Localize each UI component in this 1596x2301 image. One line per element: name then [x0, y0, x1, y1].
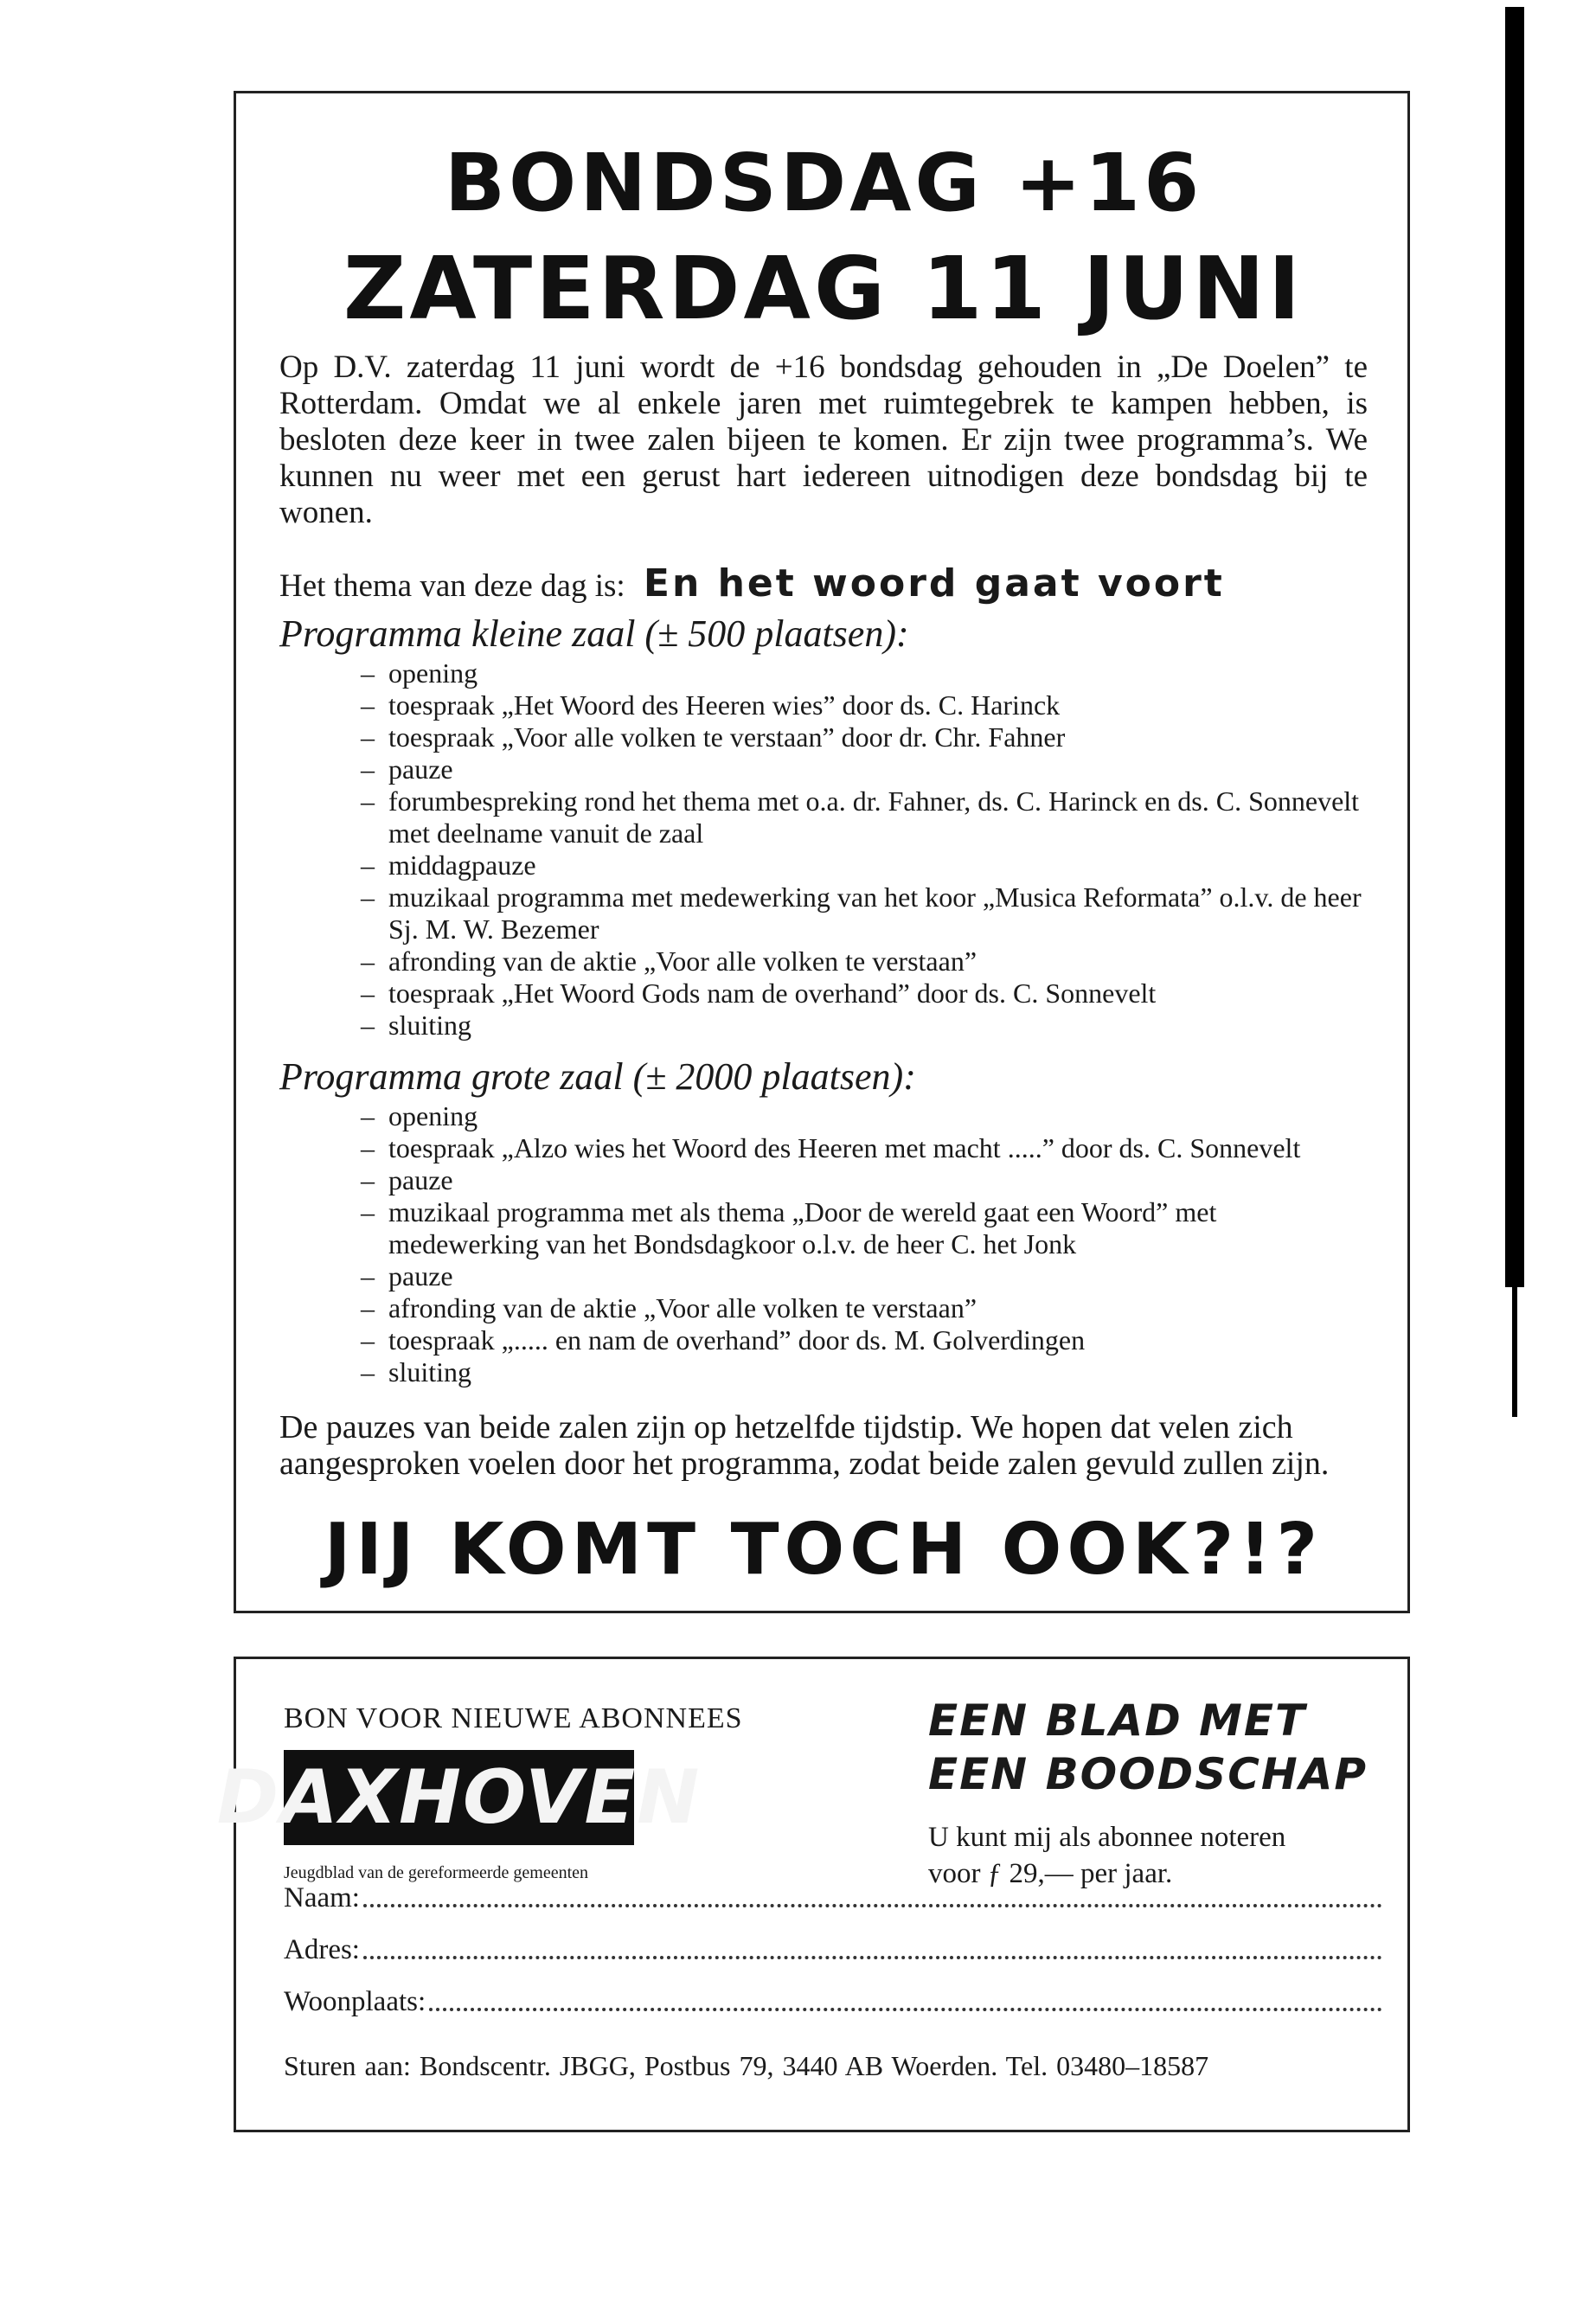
theme-title: En het woord gaat voort — [643, 561, 1225, 606]
field-label: Adres: — [284, 1934, 360, 1965]
note-line: voor ƒ 29,— per jaar. — [928, 1858, 1173, 1889]
slogan — [928, 1694, 1368, 1801]
closing-paragraph: De pauzes van beide zalen zijn op hetzelfde tijdstip. We hopen dat velen zich aangesproken voelen door het programma, zodat beide zalen gevuld zullen zijn. — [279, 1409, 1330, 1482]
list-item: – muzikaal programma met als thema „Door de wereld gaat een Woord” met medewerking van het Bondsdagkoor o.l.v. de heer C. het Jonk — [366, 1196, 1368, 1260]
dotted-line — [363, 1904, 1382, 1907]
list-item: – toespraak „..... en nam de overhand” door ds. M. Golverdingen — [366, 1324, 1368, 1356]
scan-edge-bar — [1505, 7, 1524, 1287]
program-large-title: Programma grote zaal (± 2000 plaatsen): — [279, 1055, 916, 1098]
magazine-logo: DAXHOVEN — [284, 1750, 634, 1845]
theme-prefix: Het thema van deze dag is: — [279, 568, 625, 604]
subscription-coupon — [216, 1657, 1410, 2132]
list-item: – muzikaal programma met medewerking van het koor „Musica Reformata” o.l.v. de heer Sj. M. W. Bezemer — [366, 881, 1368, 945]
call-to-action: JIJ KOMT TOCH OOK?!? — [324, 1509, 1324, 1591]
note-line: U kunt mij als abonnee noteren — [928, 1822, 1286, 1853]
list-item: – middagpauze — [366, 849, 1368, 881]
theme-line — [279, 563, 1368, 607]
list-item: – toespraak „Voor alle volken te verstaan” door dr. Chr. Fahner — [366, 721, 1368, 753]
dotted-line — [429, 2008, 1382, 2011]
dotted-line — [363, 1956, 1382, 1959]
list-item: – sluiting — [366, 1356, 1368, 1388]
field-label: Woonplaats: — [284, 1986, 426, 2017]
scan-edge-bar-lower — [1512, 1287, 1517, 1417]
list-item: – toespraak „Het Woord Gods nam de overhand” door ds. C. Sonnevelt — [366, 977, 1368, 1009]
logo-subtitle: Jeugdblad van de gereformeerde gemeenten — [284, 1863, 589, 1882]
list-item: – pauze — [366, 1164, 1368, 1196]
send-address: Sturen aan: Bondscentr. JBGG, Postbus 79, 3440 AB Woerden. Tel. 03480–18587 — [284, 2050, 1209, 2081]
list-item: – toespraak „Het Woord des Heeren wies” door ds. C. Harinck — [366, 689, 1368, 721]
intro-paragraph: Op D.V. zaterdag 11 juni wordt de +16 bondsdag gehouden in „De Doelen” te Rotterdam. Omdat we al enkele jaren met ruimtegebrek te kampen hebben, is besloten deze keer in twee zalen bijeen te komen. Er zijn twee programma’s. We kunnen nu weer met een gerust hart iedereen uitnodigen deze bondsdag bij te wonen. — [279, 349, 1368, 530]
slogan-line: EEN BLAD MET — [928, 1695, 1307, 1746]
headline-bondsdag: BONDSDAG +16 — [444, 137, 1203, 229]
list-item: – afronding van de aktie „Voor alle volken te verstaan” — [366, 1292, 1368, 1324]
announcement-box — [234, 91, 1410, 1613]
list-item: – sluiting — [366, 1009, 1368, 1042]
list-item: – forumbespreking rond het thema met o.a. dr. Fahner, ds. C. Harinck en ds. C. Sonnevelt met deelname vanuit de zaal — [366, 785, 1368, 849]
list-item: – pauze — [366, 753, 1368, 785]
list-item: – opening — [366, 1100, 1368, 1132]
field-label: Naam: — [284, 1882, 360, 1913]
list-item: – opening — [366, 657, 1368, 689]
name-field[interactable] — [284, 1880, 1382, 1914]
list-item: – afronding van de aktie „Voor alle volken te verstaan” — [366, 945, 1368, 977]
coupon-title: BON VOOR NIEUWE ABONNEES — [284, 1702, 743, 1734]
list-item: – toespraak „Alzo wies het Woord des Heeren met macht .....” door ds. C. Sonnevelt — [366, 1132, 1368, 1164]
program-large-list — [279, 1100, 1368, 1388]
program-small-list — [279, 657, 1368, 1042]
slogan-line: EEN BOODSCHAP — [928, 1749, 1368, 1799]
city-field[interactable] — [284, 1984, 1382, 2018]
program-small-title: Programma kleine zaal (± 500 plaatsen): — [279, 612, 909, 655]
list-item: – pauze — [366, 1260, 1368, 1292]
address-field[interactable] — [284, 1932, 1382, 1966]
headline-date: ZATERDAG 11 JUNI — [343, 238, 1304, 339]
